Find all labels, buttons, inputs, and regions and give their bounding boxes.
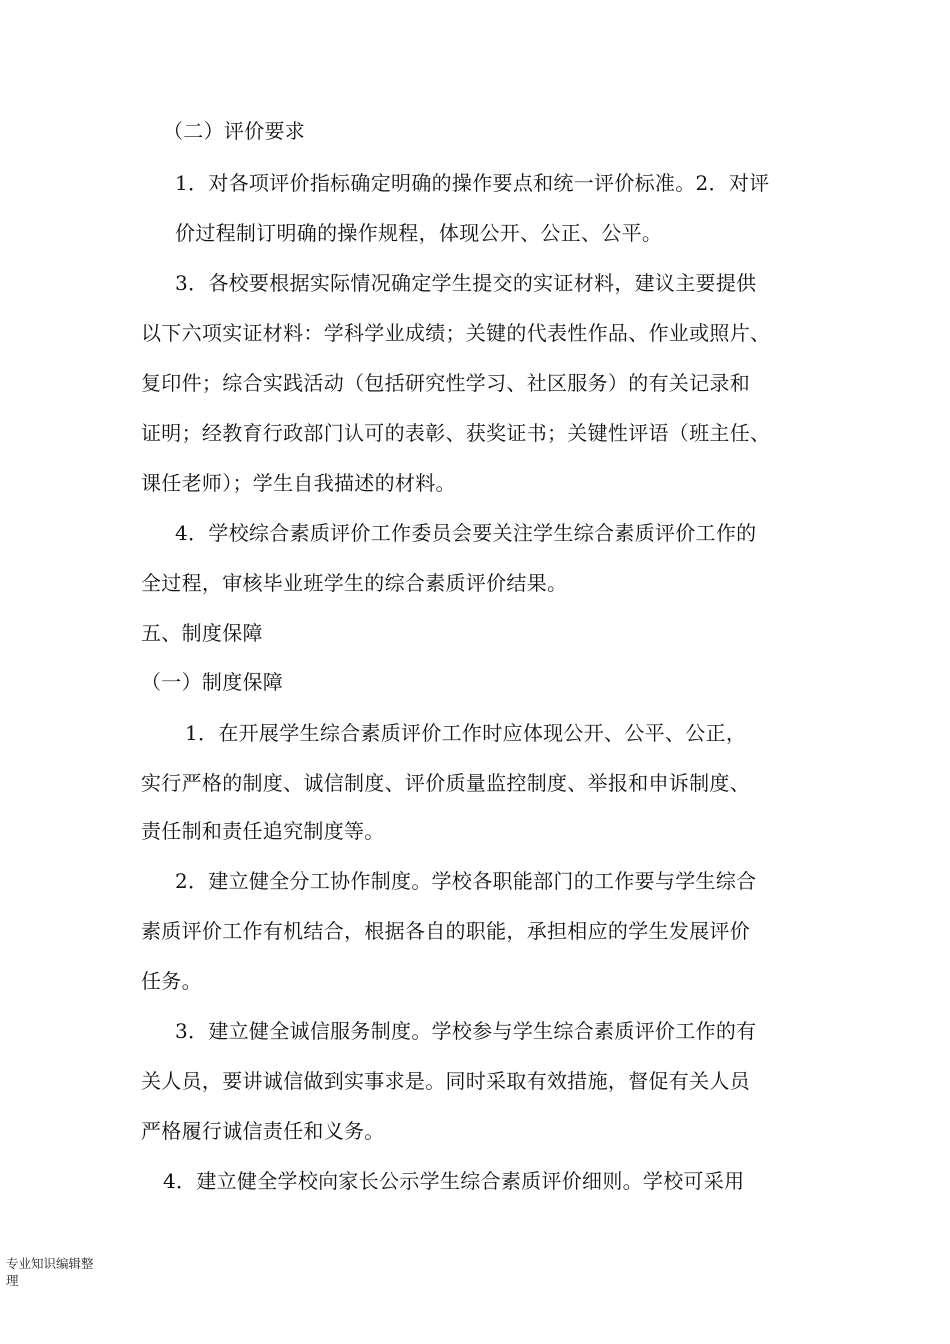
subsection-heading: （二）评价要求 — [163, 119, 306, 143]
page-footer — [6, 1255, 116, 1289]
paragraph-line: 1．对各项评价指标确定明确的操作要点和统一评价标准。2．对评 — [175, 171, 770, 195]
paragraph-line: 证明；经教育行政部门认可的表彰、获奖证书；关键性评语（班主任、 — [141, 421, 771, 445]
paragraph-line: 关人员，要讲诚信做到实事求是。同时采取有效措施，督促有关人员 — [141, 1069, 750, 1093]
footer-line: 理 — [6, 1273, 19, 1288]
paragraph-line: 1．在开展学生综合素质评价工作时应体现公开、公平、公正， — [185, 721, 747, 745]
paragraph-line: 复印件；综合实践活动（包括研究性学习、社区服务）的有关记录和 — [141, 371, 750, 395]
paragraph-line: 4．学校综合素质评价工作委员会要关注学生综合素质评价工作的 — [175, 521, 757, 545]
paragraph-line: 课任老师）；学生自我描述的材料。 — [141, 471, 456, 495]
paragraph-line: 任务。 — [141, 969, 202, 993]
paragraph-line: 实行严格的制度、诚信制度、评价质量监控制度、举报和申诉制度、 — [141, 771, 750, 795]
footer-line: 专业知识编辑整 — [6, 1256, 94, 1271]
paragraph-line: 价过程制订明确的操作规程，体现公开、公正、公平。 — [175, 221, 663, 245]
paragraph-line: 责任制和责任追究制度等。 — [141, 819, 385, 843]
section-heading: 五、制度保障 — [141, 621, 263, 645]
paragraph-line: 3．建立健全诚信服务制度。学校参与学生综合素质评价工作的有 — [175, 1019, 757, 1043]
paragraph-line: 全过程，审核毕业班学生的综合素质评价结果。 — [141, 571, 568, 595]
subsection-heading: （一）制度保障 — [141, 670, 284, 694]
paragraph-line: 以下六项实证材料：学科学业成绩；关键的代表性作品、作业或照片、 — [141, 321, 771, 345]
paragraph-line: 2．建立健全分工协作制度。学校各职能部门的工作要与学生综合 — [175, 869, 757, 893]
paragraph-line: 4．建立健全学校向家长公示学生综合素质评价细则。学校可采用 — [163, 1169, 745, 1193]
paragraph-line: 素质评价工作有机结合，根据各自的职能，承担相应的学生发展评价 — [141, 919, 750, 943]
paragraph-line: 严格履行诚信责任和义务。 — [141, 1119, 385, 1143]
paragraph-line: 3．各校要根据实际情况确定学生提交的实证材料，建议主要提供 — [175, 271, 757, 295]
